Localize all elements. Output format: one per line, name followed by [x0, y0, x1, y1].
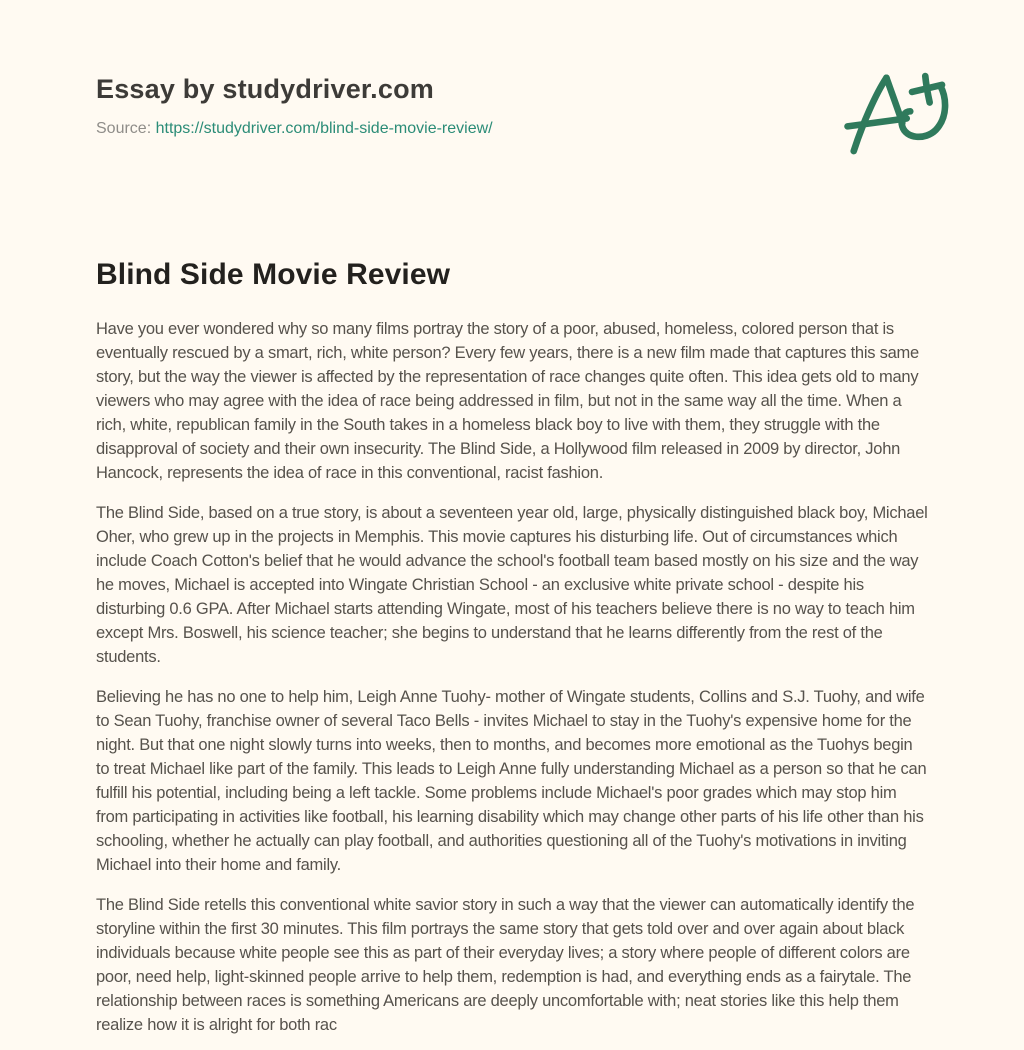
source-label: Source:: [96, 120, 152, 137]
source-url-text: https://studydriver.com/blind-side-movie-review/: [155, 120, 493, 137]
essay-paragraph: The Blind Side retells this conventional white savior story in such a way that the viewer can automatically identify the storyline within the first 30 minutes. This film portrays the same story that gets told over and over again about black individuals because white people see this as part of their everyday lives; a story where people of different colors are poor, need help, light-skinned people arrive to help them, redemption is had, and everything ends as a fairytale. The relationship between races is something Americans are deeply uncomfortable with; neat stories like this help them realize how it is alright for both rac: [96, 896, 915, 1034]
essay-paragraph: Have you ever wondered why so many films portray the story of a poor, abused, homeless, colored person that is eventually rescued by a smart, rich, white person? Every few years, there is a new film made that captures this same story, but the way the viewer is affected by the representation of race changes quite often. This idea gets old to many viewers who may agree with the idea of race being addressed in film, but not in the same way all the time. When a rich, white, republican family in the South takes in a homeless black boy to live with them, they struggle with the disapproval of society and their own insecurity. The Blind Side, a Hollywood film released in 2009 by director, John Hancock, represents the idea of race in this conventional, racist fashion.: [96, 320, 919, 482]
essay-body: [96, 317, 928, 1037]
essay-title: Blind Side Movie Review: [96, 258, 451, 291]
essay-paragraph: The Blind Side, based on a true story, is about a seventeen year old, large, physically distinguished black boy, Michael Oher, who grew up in the projects in Memphis. This movie captures his disturbing life. Out of circumstances which include Coach Cotton's belief that he would advance the school's football team based mostly on his size and the way he moves, Michael is accepted into Wingate Christian School - an exclusive white private school - despite his disturbing 0.6 GPA. After Michael starts attending Wingate, most of his teachers believe there is no way to teach him except Mrs. Boswell, his science teacher; she begins to understand that he learns differently from the rest of the students.: [96, 504, 928, 666]
site-title: Essay by studydriver.com: [96, 74, 434, 104]
source-line: [96, 120, 493, 138]
essay-paragraph: Believing he has no one to help him, Leigh Anne Tuohy- mother of Wingate students, Collins and S.J. Tuohy, and wife to Sean Tuohy, franchise owner of several Taco Bells - invites Michael to stay in the Tuohy's expensive home for the night. But that one night slowly turns into weeks, then to months, and becomes more emotional as the Tuohys begin to treat Michael like part of the family. This leads to Leigh Anne fully understanding Michael as a person so that he can fulfill his potential, including being a left tackle. Some problems include Michael's poor grades which may stop him from participating in activities like football, his learning disability which may change other parts of his life other than his schooling, whether he actually can play football, and authorities questioning all of the Tuohy's motivations in inviting Michael into their home and family.: [96, 688, 927, 874]
essay-main: [96, 258, 928, 1037]
source-url-link[interactable]: [156, 120, 493, 137]
page-header: [96, 58, 928, 168]
header-text-block: [96, 58, 493, 138]
a-plus-logo-icon: [844, 60, 950, 168]
